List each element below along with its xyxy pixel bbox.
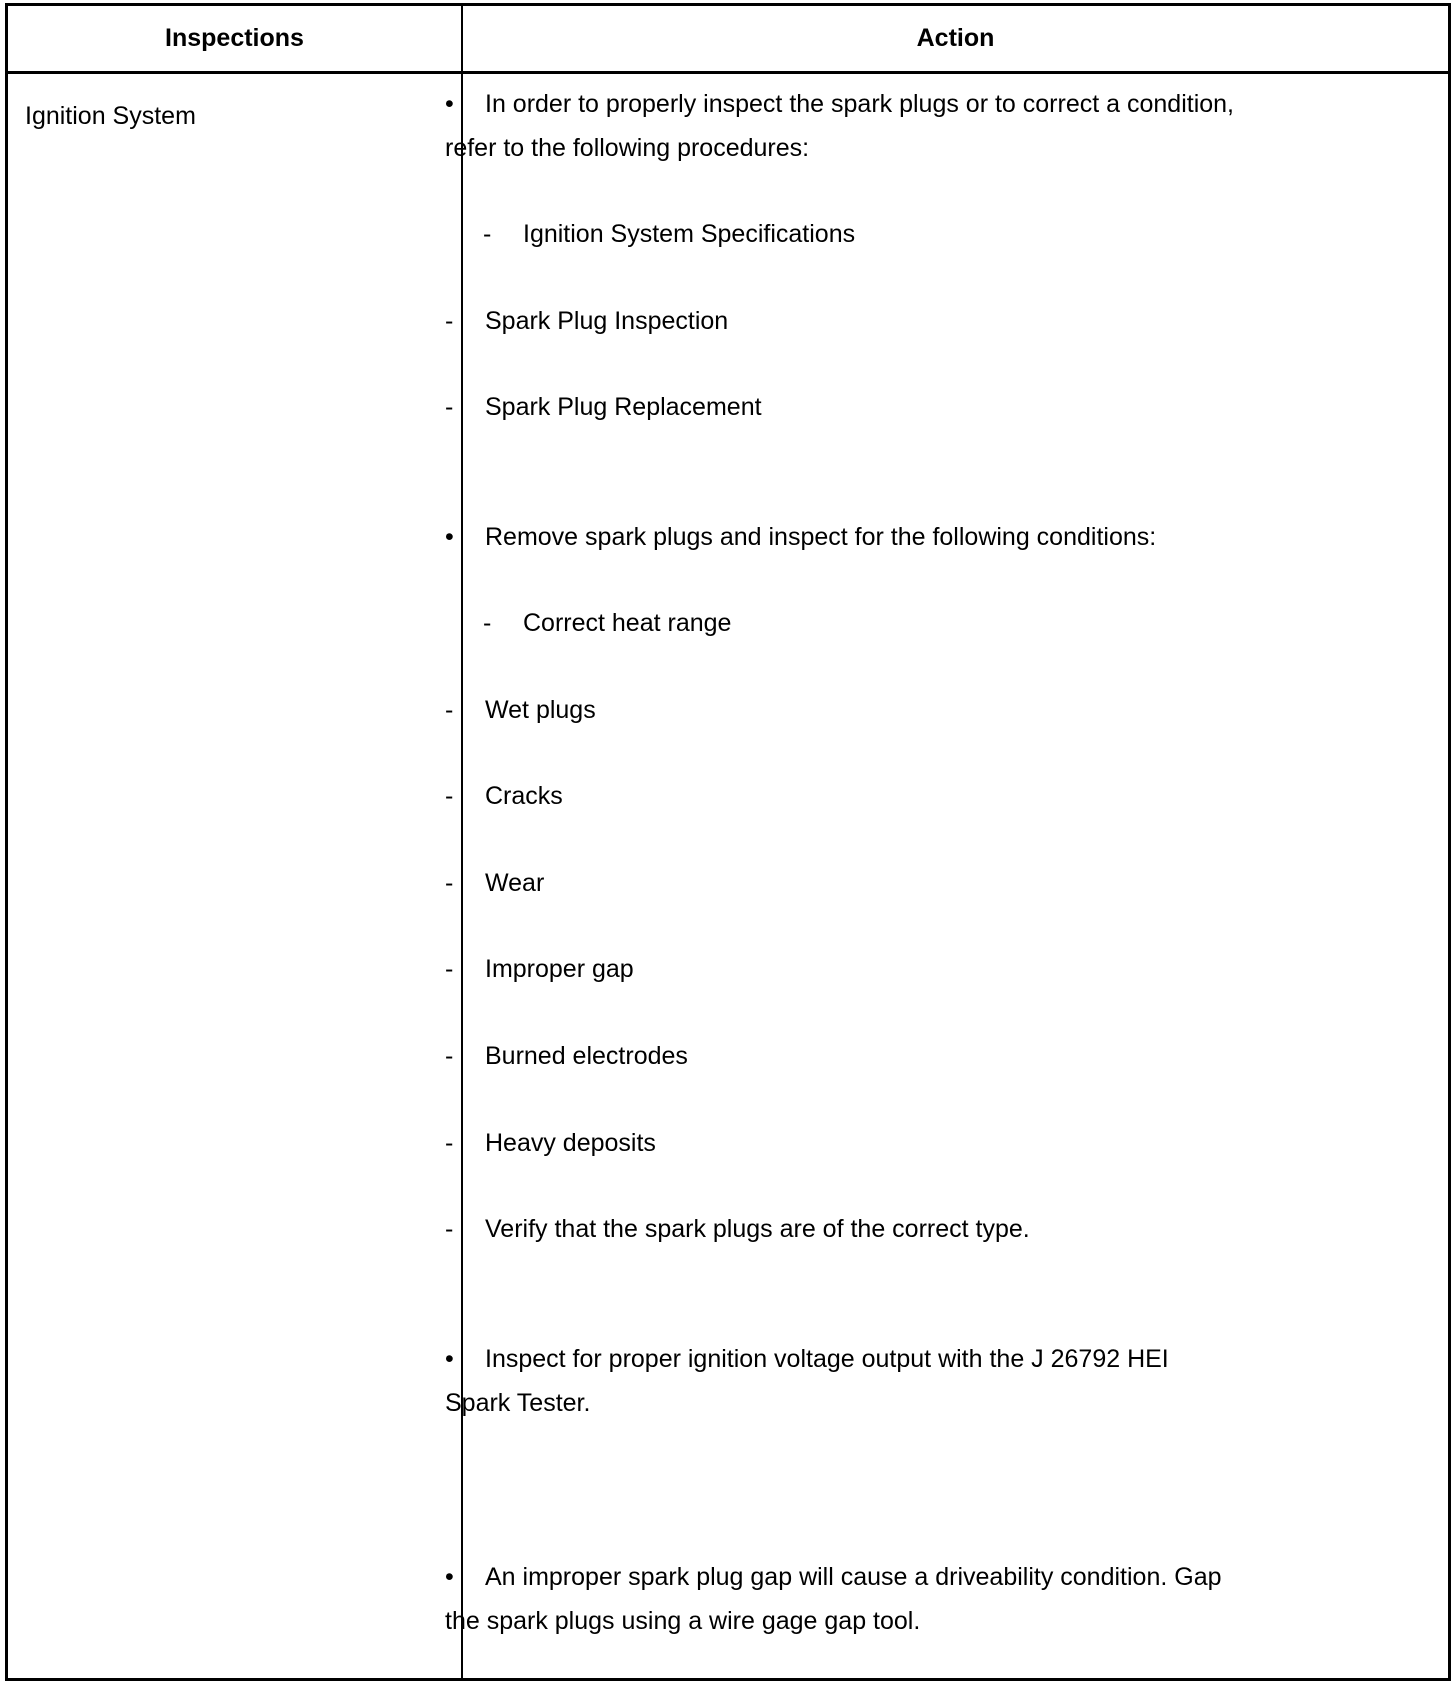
bullet-text: Remove spark plugs and inspect for the following conditions: — [485, 523, 1157, 551]
dash-marker: - — [445, 393, 454, 421]
action-bullet-1-continuation: refer to the following procedures: — [445, 134, 810, 162]
dash-marker: - — [445, 955, 454, 983]
list-item: - Burned electrodes — [445, 1034, 688, 1078]
table-header-row — [8, 6, 1448, 74]
inspection-name: Ignition System — [25, 102, 196, 130]
action-bullet-2 — [445, 515, 1156, 559]
action-bullet-3 — [445, 1337, 1169, 1381]
dash-marker: - — [445, 869, 454, 897]
list-item: - Wet plugs — [445, 688, 596, 732]
dash-marker: - — [483, 609, 492, 637]
bullet-text: Inspect for proper ignition voltage output with the J 26792 HEI — [485, 1345, 1169, 1373]
list-item: - Spark Plug Replacement — [445, 385, 762, 429]
list-item: - Cracks — [445, 774, 563, 818]
header-inspections: Inspections — [165, 24, 304, 52]
list-item: - Wear — [445, 861, 544, 905]
dash-marker: - — [445, 1129, 454, 1157]
header-action: Action — [916, 24, 995, 52]
list-item: - Heavy deposits — [445, 1121, 656, 1165]
column-divider — [461, 6, 463, 1678]
bullet-marker: • — [445, 523, 454, 551]
dash-marker: - — [483, 220, 492, 248]
dash-marker: - — [445, 782, 454, 810]
list-item: - Spark Plug Inspection — [445, 299, 728, 343]
action-bullet-4-continuation: the spark plugs using a wire gage gap tool. — [445, 1607, 921, 1635]
action-bullet-4 — [445, 1555, 1222, 1599]
dash-marker: - — [445, 307, 454, 335]
list-item: - Ignition System Specifications — [483, 212, 855, 256]
dash-marker: - — [445, 696, 454, 724]
action-bullet-1 — [445, 82, 1234, 126]
list-item: - Correct heat range — [483, 601, 731, 645]
inspection-table — [5, 3, 1451, 1681]
list-item: - Verify that the spark plugs are of the correct type. — [445, 1207, 1030, 1251]
bullet-text: An improper spark plug gap will cause a driveability condition. Gap — [485, 1563, 1222, 1591]
action-bullet-3-continuation: Spark Tester. — [445, 1389, 591, 1417]
bullet-marker: • — [445, 1563, 454, 1591]
list-item: - Improper gap — [445, 947, 634, 991]
dash-marker: - — [445, 1042, 454, 1070]
bullet-marker: • — [445, 90, 454, 118]
bullet-marker: • — [445, 1345, 454, 1373]
dash-marker: - — [445, 1215, 454, 1243]
bullet-text: In order to properly inspect the spark plugs or to correct a condition, — [485, 90, 1234, 118]
